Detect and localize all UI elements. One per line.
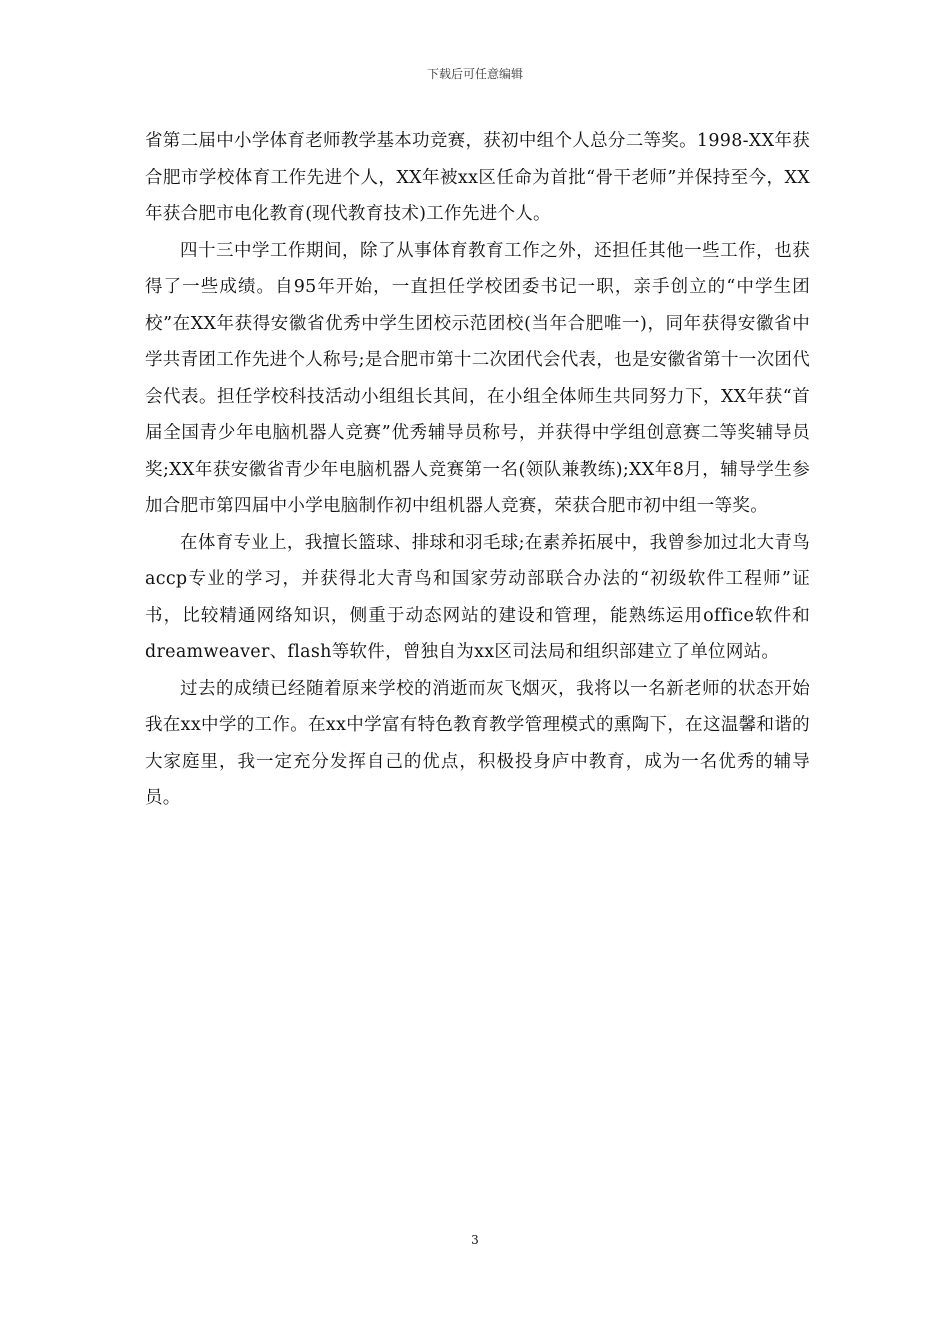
paragraph-4: 过去的成绩已经随着原来学校的消逝而灰飞烟灭，我将以一名新老师的状态开始我在xx中学的工作。在xx中学富有特色教育教学管理模式的熏陶下，在这温馨和谐的大家庭里，我一定充分发挥自己的优点，积极投身庐中教育，成为一名优秀的辅导员。 [145, 678, 810, 808]
paragraph-2: 四十三中学工作期间，除了从事体育教育工作之外，还担任其他一些工作，也获得了一些成绩。自95年开始，一直担任学校团委书记一职，亲手创立的“中学生团校”在XX年获得安徽省优秀中学生团校示范团校(当年合肥唯一)，同年获得安徽省中学共青团工作先进个人称号;是合肥市第十二次团代会代表，也是安徽省第十一次团代会代表。担任学校科技活动小组组长其间，在小组全体师生共同努力下，XX年获“首届全国青少年电脑机器人竞赛”优秀辅导员称号，并获得中学组创意赛二等奖辅导员奖;XX年获安徽省青少年电脑机器人竞赛第一名(领队兼教练);XX年8月，辅导学生参加合肥市第四届中小学电脑制作初中组机器人竞赛，荣获合肥市初中组一等奖。 [145, 240, 810, 516]
paragraph-1: 省第二届中小学体育老师教学基本功竞赛，获初中组个人总分二等奖。1998-XX年获合肥市学校体育工作先进个人，XX年被xx区任命为首批“骨干老师”并保持至今，XX年获合肥市电化教育(现代教育技术)工作先进个人。 [145, 131, 810, 224]
paragraph-3: 在体育专业上，我擅长篮球、排球和羽毛球;在素养拓展中，我曾参加过北大青鸟accp专业的学习，并获得北大青鸟和国家劳动部联合办法的“初级软件工程师”证书，比较精通网络知识，侧重于动态网站的建设和管理，能熟练运用office软件和dreamweaver、flash等软件，曾独自为xx区司法局和组织部建立了单位网站。 [145, 532, 810, 662]
document-body [145, 123, 810, 817]
page-number: 3 [471, 1233, 479, 1247]
page-header: 下载后可任意编辑 [426, 67, 523, 81]
